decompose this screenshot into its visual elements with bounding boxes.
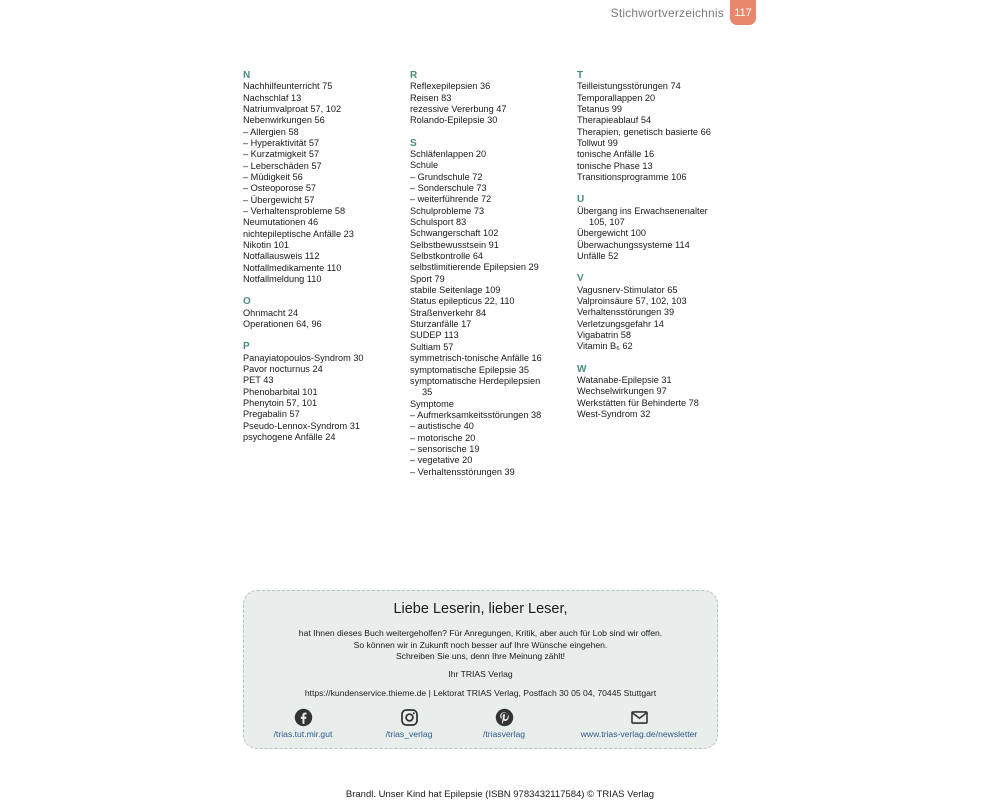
social-label: /trias.tut.mir.gut: [273, 729, 333, 739]
index-entry: Nachhilfeunterricht 75: [243, 81, 333, 92]
index-entry: Operationen 64, 96: [243, 319, 322, 330]
facebook-icon: [294, 708, 313, 727]
index-entry: Therapien, genetisch basierte 66: [577, 126, 711, 137]
index-entry: Selbstbewusstsein 91: [410, 239, 499, 250]
social-label: /triasverlag: [482, 729, 526, 739]
index-letter-heading: P: [243, 341, 250, 353]
index-subentry: – Müdigkeit 56: [243, 172, 303, 183]
index-entry: Sport 79: [410, 273, 445, 284]
index-entry: Watanabe-Epilepsie 31: [577, 375, 672, 386]
index-subentry: – Leberschäden 57: [243, 160, 322, 171]
mail-icon: [630, 708, 649, 727]
index-letter-heading: R: [410, 70, 418, 81]
index-entry: Phenytoin 57, 101: [243, 398, 318, 409]
index-entry: Verletzungsgefahr 14: [577, 318, 664, 329]
index-entry: stabile Seitenlage 109: [410, 285, 501, 296]
index-entry: Vigabatrin 58: [577, 330, 631, 341]
index-subentry: – Kurzatmigkeit 57: [243, 149, 320, 160]
section-title: Stichwortverzeichnis: [610, 6, 724, 20]
footer-credit: Brandl. Unser Kind hat Epilepsie (ISBN 9783432117584) © TRIAS Verlag: [345, 789, 655, 800]
social-label: /trias_verlag: [385, 729, 433, 739]
index-subentry: – Grundschule 72: [410, 171, 483, 182]
index-entry: Selbstkontrolle 64: [410, 251, 484, 262]
index-entry: Vitamin B₆ 62: [577, 341, 633, 352]
index-entry: Temporallappen 20: [577, 92, 656, 103]
index-entry: nichtepileptische Anfälle 23: [243, 228, 354, 239]
index-entry: Teilleistungsstörungen 74: [577, 81, 681, 92]
index-entry: Schwangerschaft 102: [410, 228, 499, 239]
index-subentry: – weiterführende 72: [410, 194, 492, 205]
index-letter-heading: T: [577, 70, 584, 81]
index-column-3: [577, 70, 747, 420]
index-entry: Nebenwirkungen 56: [243, 115, 325, 126]
index-entry: Übergewicht 100: [577, 228, 646, 239]
index-entry: SUDEP 113: [410, 330, 459, 341]
index-subentry: – Allergien 58: [243, 126, 299, 137]
index-entry: West-Syndrom 32: [577, 409, 651, 420]
index-entry: Schulsport 83: [410, 217, 467, 228]
facebook-link[interactable]: [268, 708, 338, 739]
feedback-body: [244, 628, 717, 663]
index-entry: PET 43: [243, 375, 274, 386]
index-entry: Nikotin 101: [243, 240, 289, 251]
index-entry: symptomatische Epilepsie 35: [410, 364, 529, 375]
index-entry: Nachschlaf 13: [243, 92, 302, 103]
index-entry: Natriumvalproat 57, 102: [243, 103, 342, 114]
index-entry: rezessive Vererbung 47: [410, 103, 507, 114]
index-column-2: [410, 70, 580, 478]
index-entry: Pavor nocturnus 24: [243, 364, 323, 375]
pinterest-icon: [495, 708, 514, 727]
index-subentry: – Übergewicht 57: [243, 194, 315, 205]
index-entry: Reisen 83: [410, 92, 452, 103]
feedback-signature: Ihr TRIAS Verlag: [448, 668, 513, 679]
index-entry: Sultiam 57: [410, 341, 454, 352]
index-entry: Notfallausweis 112: [243, 251, 320, 262]
index-subentry: – Osteoporose 57: [243, 183, 317, 194]
instagram-link[interactable]: [374, 708, 444, 739]
index-letter-heading: O: [243, 296, 251, 308]
index-letter-heading: U: [577, 194, 585, 206]
index-subentry: – Aufmerksamkeitsstörungen 38: [410, 409, 542, 420]
page-number-badge: 117: [730, 0, 756, 25]
index-entry: Notfallmeldung 110: [243, 274, 322, 285]
index-entry: Wechselwirkungen 97: [577, 386, 667, 397]
index-entry: Valproinsäure 57, 102, 103: [577, 296, 687, 307]
index-entry: Tollwut 99: [577, 138, 618, 149]
index-entry: Schulprobleme 73: [410, 205, 485, 216]
instagram-icon: [400, 708, 419, 727]
newsletter-link[interactable]: [564, 708, 714, 739]
index-subentry: – autistische 40: [410, 421, 474, 432]
index-entry: selbstlimitierende Epilepsien 29: [410, 262, 539, 273]
index-entry: Phenobarbital 101: [243, 386, 318, 397]
pinterest-link[interactable]: [469, 708, 539, 739]
index-entry: Unfälle 52: [577, 251, 619, 262]
index-letter-heading: N: [243, 70, 251, 81]
index-entry: Therapieablauf 54: [577, 115, 652, 126]
index-entry: Ohnmacht 24: [243, 307, 299, 318]
index-entry: Reflexepilepsien 36: [410, 81, 491, 92]
index-entry: Pregabalin 57: [243, 409, 300, 420]
index-entry: Neumutationen 46: [243, 217, 319, 228]
index-entry: Übergang ins Erwachsenenalter: [577, 205, 708, 216]
index-entry: Verhaltensstörungen 39: [577, 307, 675, 318]
index-subentry: – vegetative 20: [410, 455, 473, 466]
index-entry: Symptome: [410, 398, 454, 409]
index-entry: Pseudo-Lennox-Syndrom 31: [243, 420, 360, 431]
index-subentry: – Verhaltensprobleme 58: [243, 206, 346, 217]
index-letter-heading: V: [577, 273, 584, 285]
index-subentry: – Verhaltensstörungen 39: [410, 466, 515, 477]
index-entry: Werkstätten für Behinderte 78: [577, 397, 699, 408]
feedback-line: hat Ihnen dieses Buch weitergeholfen? Für Anregungen, Kritik, aber auch für Lob sind wir offen.: [298, 628, 663, 638]
index-entry: Schläfenlappen 20: [410, 148, 487, 159]
index-entry: symmetrisch-tonische Anfälle 16: [410, 353, 542, 364]
index-entry: psychogene Anfälle 24: [243, 432, 336, 443]
index-subentry: – sensorische 19: [410, 443, 480, 454]
feedback-line: Schreiben Sie uns, denn Ihre Meinung zählt!: [395, 651, 566, 662]
index-entry: Sturzanfälle 17: [410, 319, 472, 330]
index-entry: Überwachungssysteme 114: [577, 239, 690, 250]
index-entry: Schule: [410, 160, 439, 171]
index-entry: Straßenverkehr 84: [410, 307, 487, 318]
feedback-line: So können wir in Zukunft noch besser auf Ihre Wünsche eingehen.: [353, 639, 608, 650]
index-column-1: [243, 70, 413, 444]
index-subentry: – Sonderschule 73: [410, 183, 487, 193]
index-entry: 35: [422, 387, 433, 398]
index-entry: Rolando-Epilepsie 30: [410, 115, 498, 126]
index-subentry: – motorische 20: [410, 432, 476, 443]
feedback-heading: Liebe Leserin, lieber Leser,: [393, 601, 568, 617]
index-entry: tonische Phase 13: [577, 160, 653, 171]
reader-feedback-box: [243, 590, 718, 749]
index-entry: Vagusnerv-Stimulator 65: [577, 284, 678, 295]
feedback-contact[interactable]: https://kundenservice.thieme.de | Lektorat TRIAS Verlag, Postfach 30 05 04, 70445 Stuttgart: [304, 687, 657, 698]
index-letter-heading: S: [410, 137, 417, 149]
index-entry: Status epilepticus 22, 110: [410, 296, 515, 307]
index-entry: 105, 107: [589, 217, 625, 228]
index-entry: symptomatische Herdepilepsien: [410, 375, 541, 386]
index-subentry: – Hyperaktivität 57: [243, 138, 320, 149]
index-entry: Tetanus 99: [577, 103, 622, 114]
index-entry: Notfallmedikamente 110: [243, 262, 342, 273]
index-entry: tonische Anfälle 16: [577, 149, 655, 160]
social-label: www.trias-verlag.de/newsletter: [580, 729, 698, 739]
index-entry: Panayiatopoulos-Syndrom 30: [243, 352, 364, 363]
index-entry: Transitionsprogramme 106: [577, 172, 687, 183]
index-letter-heading: W: [577, 363, 587, 375]
